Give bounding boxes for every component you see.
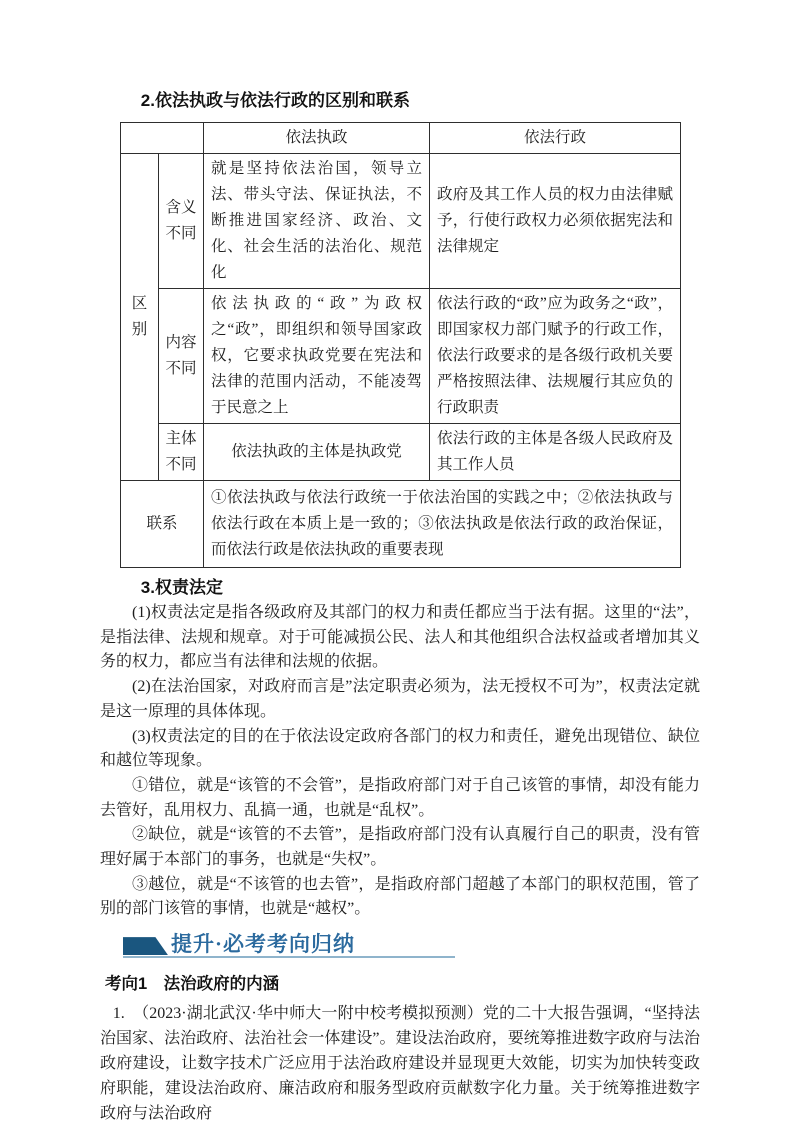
- question-1-text: 1. （2023·湖北武汉·华中师大一附中校考模拟预测）党的二十大报告强调，“坚持法治国家、法治政府、法治社会一体建设”。建设法治政府，要统筹推进数字政府与法治政府建设，让数字技术广泛应用于法治政府建设并显现更大效能，切实为加快转变政府职能，建设法治政府、廉洁政府和服务型政府贡献数字化力量。关于统筹推进数字政府与法治政府: [100, 1005, 700, 1123]
- paragraph-yuewei: ③越位，就是“不该管的也去管”，是指政府部门超越了本部门的职权范围，管了别的部门该管的事情，也就是“越权”。: [100, 875, 700, 918]
- group-label-qubie: 区别: [121, 154, 159, 481]
- comparison-table: [120, 122, 681, 568]
- paragraph-quewei: ②缺位，就是“该管的不去管”，是指政府部门没有认真履行自己的职责，没有管理好属于本部门的事务，也就是“失权”。: [100, 826, 700, 869]
- paragraph-quanze-2: (2)在法治国家，对政府而言是”法定职责必须为，法无授权不可为”，权责法定就是这一原理的具体体现。: [100, 678, 700, 720]
- banner-trapezoid-icon: [123, 937, 168, 955]
- cell-content-xingzheng: 依法行政的“政”应为政务之“政”，即国家权力部门赋予的行政工作，依法行政要求的是各级行政机关要严格按照法律、法规履行其应负的行政职责: [430, 289, 681, 424]
- row-label-content: 内容不同: [159, 289, 204, 424]
- cell-content-zhizheng: 依法执政的“政”为政权之“政”，即组织和领导国家政权，它要求执政党要在宪法和法律的范围内活动，不能凌驾于民意之上: [204, 289, 430, 424]
- relation-label: 联系: [121, 481, 204, 568]
- column-header-yifa-xingzheng: 依法行政: [430, 123, 681, 154]
- paragraph-cuowei: ①错位，就是“该管的不会管”，是指政府部门对于自己该管的事情，却没有能力去管好，乱用权力、乱搞一通，也就是“乱权”。: [100, 776, 700, 819]
- table-row-subject: [121, 424, 681, 481]
- kaoxiang-heading: 考向1 法治政府的内涵: [104, 975, 280, 994]
- section3-title: 3.权责法定: [140, 578, 223, 597]
- relation-text: ①依法执政与依法行政统一于依法治国的实践之中；②依法执政与依法行政在本质上是一致的；③依法执政是依法行政的政治保证，而依法行政是依法执政的重要表现: [204, 481, 681, 568]
- paragraph-quanze-1: (1)权责法定是指各级政府及其部门的权力和责任都应当于法有据。这里的“法”，是指法律、法规和规章。对于可能减损公民、法人和其他组织合法权益或者增加其义务的权力，都应当有法律和法规的依据。: [100, 604, 700, 671]
- paragraph-quanze-3: (3)权责法定的目的在于依法设定政府各部门的权力和责任，避免出现错位、缺位和越位等现象。: [100, 727, 700, 770]
- section2-title: 2.依法执政与依法行政的区别和联系: [140, 91, 410, 110]
- table-header-row: [121, 123, 681, 154]
- table-row-content: [121, 289, 681, 424]
- row-label-meaning: 含义不同: [159, 154, 204, 289]
- row-label-subject: 主体不同: [159, 424, 204, 481]
- cell-subject-xingzheng: 依法行政的主体是各级人民政府及其工作人员: [430, 424, 681, 481]
- cell-subject-zhizheng: 依法执政的主体是执政党: [204, 424, 430, 481]
- table-row-relation: [121, 481, 681, 568]
- table-row-meaning: [121, 154, 681, 289]
- column-header-yifa-zhizheng: 依法执政: [204, 123, 430, 154]
- cell-meaning-xingzheng: 政府及其工作人员的权力由法律赋予，行使行政权力必须依据宪法和法律规定: [430, 154, 681, 289]
- table-corner-cell: [121, 123, 204, 154]
- section-banner: [123, 933, 455, 958]
- banner-title: 提升·必考考向归纳: [171, 932, 356, 957]
- cell-meaning-zhizheng: 就是坚持依法治国，领导立法、带头守法、保证执法，不断推进国家经济、政治、文化、社会生活的法治化、规范化: [204, 154, 430, 289]
